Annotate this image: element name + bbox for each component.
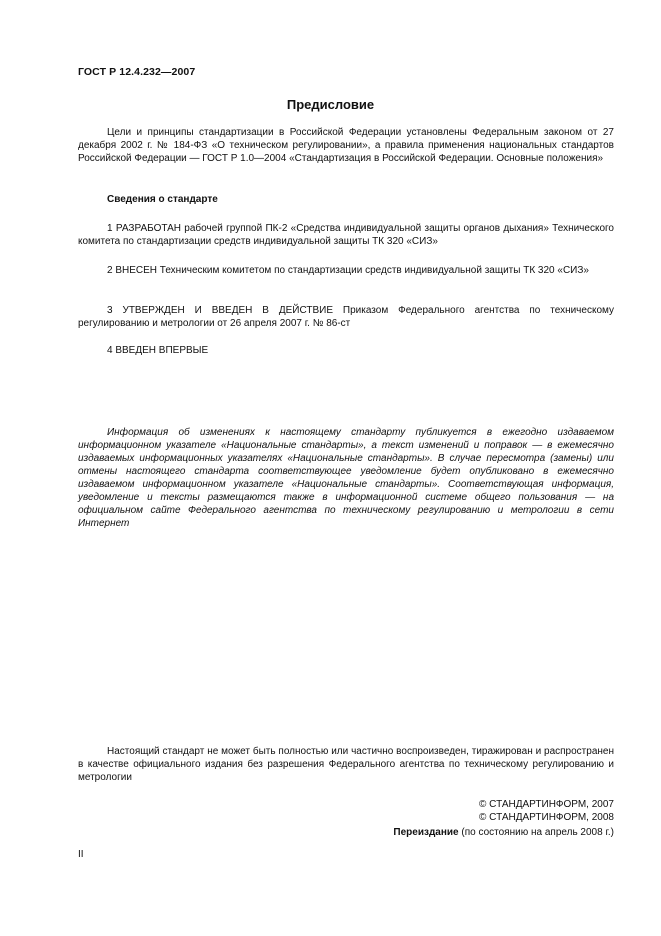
info-item-2: 2 ВНЕСЕН Техническим комитетом по стандартизации средств индивидуальной защиты ТК 320 «СИЗ» [107,265,589,276]
changes-notice: Информация об изменениях к настоящему стандарту публикуется в ежегодно издаваемом информационном указателе «Национальные стандарты», а текст изменений и поправок — в ежемесячно издаваемых информационных указателях «Национальные стандарты». В случае пересмотра (замены) или отмены настоящего стандарта соответствующее уведомление будет опубликовано в ежемесячно издаваемом информационном указателе «Национальные стандарты». Соответствующая информация, уведомление и тексты размещаются также в информационной системе общего пользования — на официальном сайте Федерального агентства по техническому регулированию и метрологии в сети Интернет [78,427,614,529]
preface-intro: Цели и принципы стандартизации в Российской Федерации установлены Федеральным законом от 27 декабря 2002 г. № 184-ФЗ «О техническом регулировании», а правила применения национальных стандартов Российской Федерации — ГОСТ Р 1.0—2004 «Стандартизация в Российской Федерации. Основные положения» [78,127,614,164]
info-item-1: 1 РАЗРАБОТАН рабочей группой ПК-2 «Средства индивидуальной защиты органов дыхания» Технического комитета по стандартизации средств индивидуальной защиты ТК 320 «СИЗ» [78,223,614,247]
page-number: II [78,849,84,860]
info-item-4: 4 ВВЕДЕН ВПЕРВЫЕ [107,345,209,356]
reissue-label: Переиздание [393,827,459,838]
reissue-line [393,826,614,839]
reproduction-notice: Настоящий стандарт не может быть полностью или частично воспроизведен, тиражирован и распространен в качестве официального издания без разрешения Федерального агентства по техническому регулированию и метрологии [78,746,614,783]
info-item-3: 3 УТВЕРЖДЕН И ВВЕДЕН В ДЕЙСТВИЕ Приказом Федерального агентства по техническому регулированию и метрологии от 26 апреля 2007 г. № 86-ст [78,305,614,329]
copyright-2007: © СТАНДАРТИНФОРМ, 2007 [479,799,614,810]
reissue-note: (по состоянию на апрель 2008 г.) [458,827,614,838]
copyright-2008: © СТАНДАРТИНФОРМ, 2008 [479,812,614,823]
document-code: ГОСТ Р 12.4.232—2007 [78,66,196,78]
info-heading: Сведения о стандарте [107,194,218,205]
page-title: Предисловие [286,97,375,112]
